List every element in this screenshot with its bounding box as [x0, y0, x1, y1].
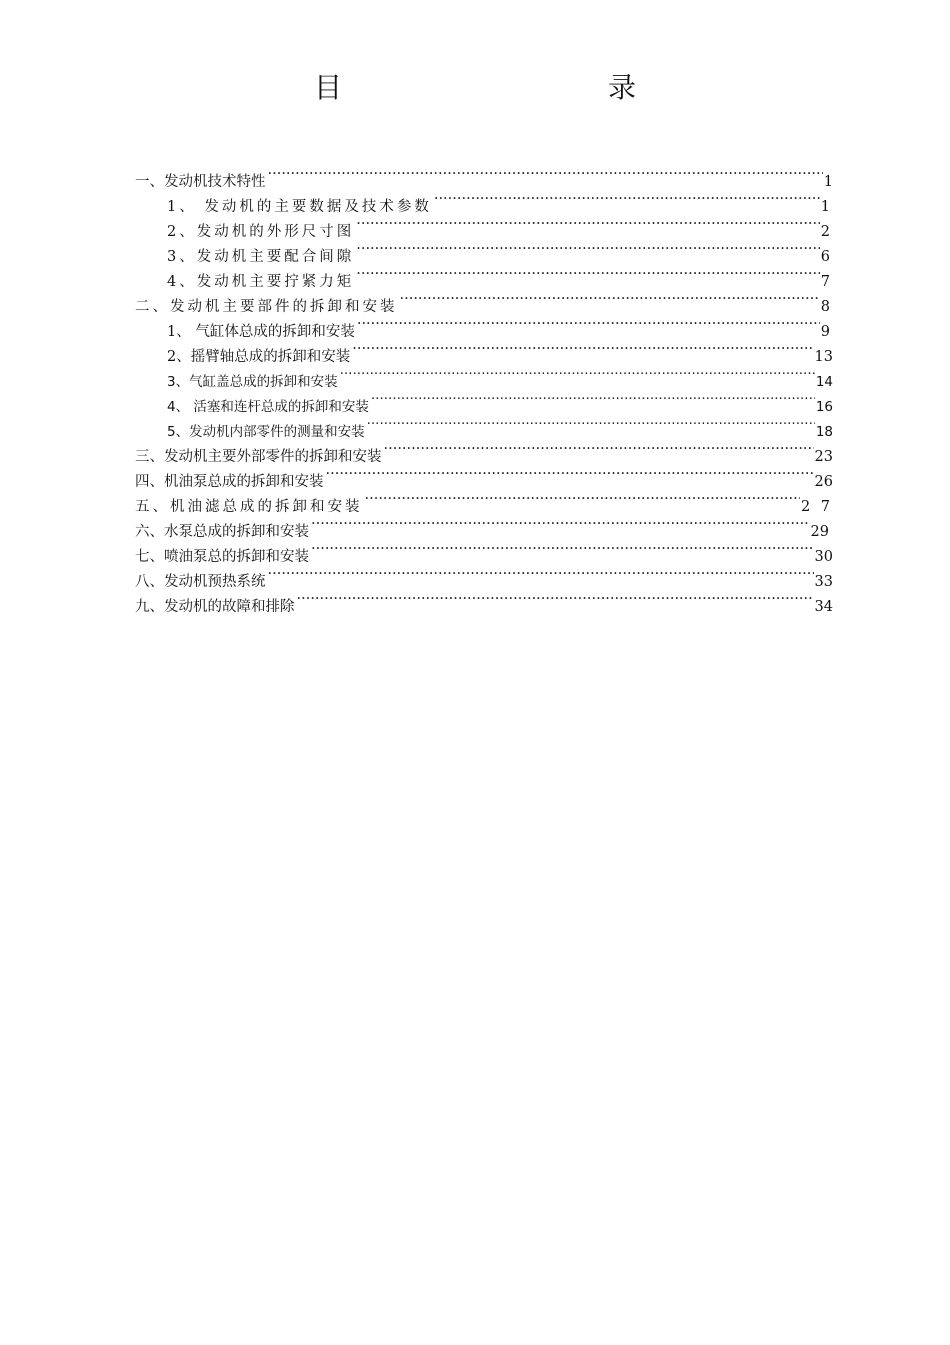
toc-entry-6[interactable]: [135, 512, 829, 540]
page-title: 目 录: [313, 71, 706, 104]
toc-entry-label: 3、气缸盖总成的拆卸和安装: [167, 374, 338, 390]
toc-page-number: 8: [820, 299, 833, 315]
dot-leader: [356, 212, 820, 236]
toc-entry-7[interactable]: [135, 537, 833, 565]
toc-page-number: 7: [820, 274, 833, 290]
toc-entry-label: 九、发动机的故障和排除: [135, 599, 295, 615]
toc-entry-label: 1、 发动机的主要数据及技术参数: [167, 199, 432, 215]
toc-entry-label: 2、发动机的外形尺寸图: [167, 224, 355, 240]
toc-entry-label: 二、发动机主要部件的拆卸和安装: [135, 299, 398, 315]
dot-leader: [326, 462, 814, 486]
toc-entry-label: 七、喷油泵总的拆卸和安装: [135, 549, 309, 565]
toc-page-number: 16: [815, 399, 833, 415]
toc-entry-label: 八、发动机预热系统: [135, 574, 266, 590]
toc-entry-label: 4、发动机主要拧紧力矩: [167, 274, 355, 290]
dot-leader: [311, 512, 810, 536]
toc-page-number: 29: [810, 524, 829, 540]
dot-leader: [367, 412, 815, 436]
toc-entry-3[interactable]: [135, 437, 833, 465]
toc-entry-5[interactable]: [135, 487, 833, 515]
dot-leader: [268, 162, 823, 186]
toc-entry-label: 六、水泵总成的拆卸和安装: [135, 524, 309, 540]
toc-entry-2-3[interactable]: [167, 362, 833, 390]
dot-leader: [356, 262, 820, 286]
dot-leader: [434, 187, 820, 211]
toc-page-number: 1: [820, 199, 833, 215]
toc-page-number: 23: [814, 449, 833, 465]
dot-leader: [357, 312, 820, 336]
toc-entry-2[interactable]: [135, 287, 833, 315]
dot-leader: [352, 337, 813, 361]
toc-entry-1-2[interactable]: [167, 212, 833, 240]
toc-entry-9[interactable]: [135, 587, 833, 615]
dot-leader: [400, 287, 820, 311]
toc-page-number: 2: [820, 224, 833, 240]
toc-page-number: 30: [814, 549, 833, 565]
toc-entry-2-5[interactable]: [167, 412, 833, 440]
toc-entry-1-1[interactable]: [167, 187, 833, 215]
toc-page-number: 6: [820, 249, 833, 265]
toc-entry-label: 三、发动机主要外部零件的拆卸和安装: [135, 449, 382, 465]
toc-entry-1-4[interactable]: [167, 262, 833, 290]
toc-entry-label: 1、 气缸体总成的拆卸和安装: [167, 324, 355, 340]
toc-entry-4[interactable]: [135, 462, 833, 490]
toc-entry-label: 五、机油滤总成的拆卸和安装: [135, 499, 363, 515]
dot-leader: [365, 487, 800, 511]
dot-leader: [371, 387, 815, 411]
dot-leader: [384, 437, 814, 461]
toc-entry-2-2[interactable]: [167, 337, 833, 365]
dot-leader: [268, 562, 814, 586]
toc-page-number: 34: [814, 599, 833, 615]
toc-entry-2-1[interactable]: [167, 312, 830, 340]
toc-entry-label: 一、发动机技术特性: [135, 174, 266, 190]
toc-page-number: 9: [820, 324, 830, 340]
toc-page-number: 14: [815, 374, 833, 390]
toc-page-number: 1: [823, 174, 833, 190]
dot-leader: [356, 237, 820, 261]
dot-leader: [340, 362, 815, 386]
dot-leader: [311, 537, 814, 561]
toc-page-number: 18: [815, 424, 833, 440]
dot-leader: [297, 587, 814, 611]
toc-page-number: 26: [814, 474, 833, 490]
toc-entry-label: 4、 活塞和连杆总成的拆卸和安装: [167, 399, 369, 415]
toc-entry-1-3[interactable]: [167, 237, 833, 265]
toc-page-number: 13: [814, 349, 833, 365]
toc-entry-8[interactable]: [135, 562, 833, 590]
toc-page-number: 2 7: [800, 499, 833, 515]
toc-entry-label: 四、机油泵总成的拆卸和安装: [135, 474, 324, 490]
toc-entry-label: 2、摇臂轴总成的拆卸和安装: [167, 349, 351, 365]
toc-entry-2-4[interactable]: [167, 387, 833, 415]
toc-page-number: 33: [814, 574, 833, 590]
toc-entry-1[interactable]: [135, 162, 833, 190]
toc-entry-label: 3、发动机主要配合间隙: [167, 249, 355, 265]
toc-entry-label: 5、发动机内部零件的测量和安装: [167, 424, 365, 440]
